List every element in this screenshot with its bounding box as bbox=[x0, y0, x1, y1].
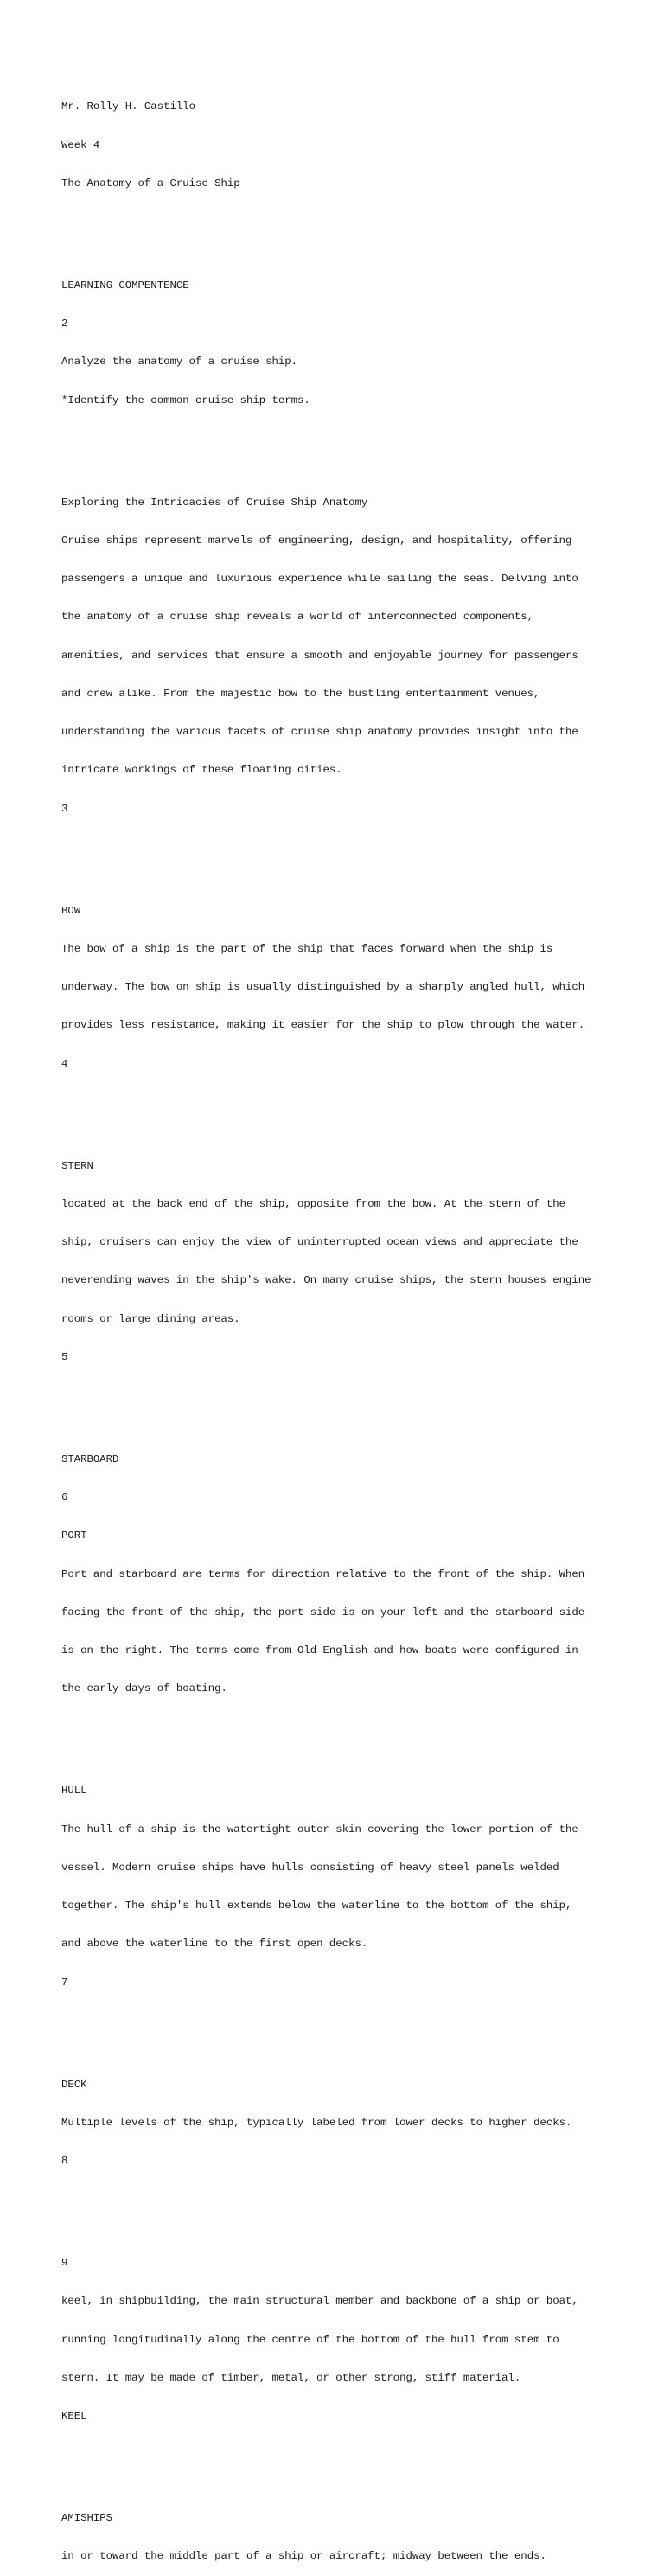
keel-line: running longitudinally along the centre of the bottom of the hull from stem to bbox=[61, 2333, 559, 2346]
intro-line: Cruise ships represent marvels of engineering, design, and hospitality, offering bbox=[61, 534, 572, 547]
bow-heading: BOW bbox=[61, 904, 81, 917]
intro-heading: Exploring the Intricacies of Cruise Ship Anatomy bbox=[61, 496, 368, 509]
document-page bbox=[61, 62, 649, 2576]
spacer bbox=[61, 1096, 649, 1109]
hull-line: vessel. Modern cruise ships have hulls consisting of heavy steel panels welded bbox=[61, 1861, 559, 1874]
stern-heading: STERN bbox=[61, 1159, 93, 1172]
keel-line: stern. It may be made of timber, metal, or other strong, stiff material. bbox=[61, 2371, 521, 2384]
week-label: Week 4 bbox=[61, 138, 100, 151]
competence-heading: LEARNING COMPENTENCE bbox=[61, 279, 189, 292]
amiships-heading: AMISHIPS bbox=[61, 2512, 113, 2524]
port-line: Port and starboard are terms for direction relative to the front of the ship. When bbox=[61, 1567, 585, 1580]
port-heading: PORT bbox=[61, 1529, 87, 1542]
spacer bbox=[61, 1389, 649, 1402]
page-number: 4 bbox=[61, 1057, 68, 1070]
keel-line: keel, in shipbuilding, the main structural member and backbone of a ship or boat, bbox=[61, 2295, 578, 2308]
spacer bbox=[61, 2193, 649, 2206]
page-number: 6 bbox=[61, 1491, 68, 1503]
spacer bbox=[61, 2015, 649, 2028]
page-number: 9 bbox=[61, 2257, 68, 2269]
bow-line: provides less resistance, making it easier for the ship to plow through the water. bbox=[61, 1019, 585, 1032]
port-line: the early days of boating. bbox=[61, 1682, 227, 1695]
competence-line: *Identify the common cruise ship terms. bbox=[61, 394, 310, 407]
intro-line: amenities, and services that ensure a smooth and enjoyable journey for passengers bbox=[61, 649, 578, 662]
bow-line: The bow of a ship is the part of the ship that faces forward when the ship is bbox=[61, 942, 553, 955]
intro-line: understanding the various facets of cruise ship anatomy provides insight into the bbox=[61, 726, 578, 738]
spacer bbox=[61, 215, 649, 228]
amiships-line: in or toward the middle part of a ship or aircraft; midway between the ends. bbox=[61, 2550, 546, 2563]
intro-line: intricate workings of these floating cities. bbox=[61, 764, 342, 777]
keel-heading: KEEL bbox=[61, 2410, 87, 2422]
spacer bbox=[61, 841, 649, 854]
port-line: is on the right. The terms come from Old English and how boats were configured in bbox=[61, 1644, 578, 1656]
stern-line: located at the back end of the ship, opposite from the bow. At the stern of the bbox=[61, 1197, 565, 1210]
bow-line: underway. The bow on ship is usually distinguished by a sharply angled hull, which bbox=[61, 981, 585, 993]
hull-line: together. The ship's hull extends below the waterline to the bottom of the ship, bbox=[61, 1900, 572, 1912]
hull-line: The hull of a ship is the watertight outer skin covering the lower portion of the bbox=[61, 1823, 578, 1836]
port-line: facing the front of the ship, the port side is on your left and the starboard side bbox=[61, 1605, 585, 1618]
stern-line: rooms or large dining areas. bbox=[61, 1312, 240, 1325]
intro-line: the anatomy of a cruise ship reveals a world of interconnected components, bbox=[61, 611, 534, 624]
starboard-heading: STARBOARD bbox=[61, 1452, 119, 1465]
hull-heading: HULL bbox=[61, 1785, 87, 1797]
page-number: 3 bbox=[61, 802, 68, 815]
intro-line: and crew alike. From the majestic bow to the bustling entertainment venues, bbox=[61, 687, 540, 700]
spacer bbox=[61, 2448, 649, 2461]
page-number: 8 bbox=[61, 2155, 68, 2167]
document-title: The Anatomy of a Cruise Ship bbox=[61, 176, 240, 189]
intro-line: passengers a unique and luxurious experience while sailing the seas. Delving into bbox=[61, 573, 578, 585]
spacer bbox=[61, 433, 649, 445]
page-number: 7 bbox=[61, 1976, 68, 1989]
author-name: Mr. Rolly H. Castillo bbox=[61, 100, 195, 113]
hull-line: and above the waterline to the first open decks. bbox=[61, 1938, 368, 1951]
stern-line: neverending waves in the ship's wake. On many cruise ships, the stern houses engine bbox=[61, 1274, 591, 1287]
deck-heading: DECK bbox=[61, 2078, 87, 2091]
stern-line: ship, cruisers can enjoy the view of uninterrupted ocean views and appreciate the bbox=[61, 1236, 578, 1248]
competence-line: Analyze the anatomy of a cruise ship. bbox=[61, 356, 298, 368]
page-number: 5 bbox=[61, 1350, 68, 1363]
spacer bbox=[61, 1721, 649, 1734]
page-number: 2 bbox=[61, 317, 68, 330]
deck-line: Multiple levels of the ship, typically labeled from lower decks to higher decks. bbox=[61, 2116, 572, 2129]
